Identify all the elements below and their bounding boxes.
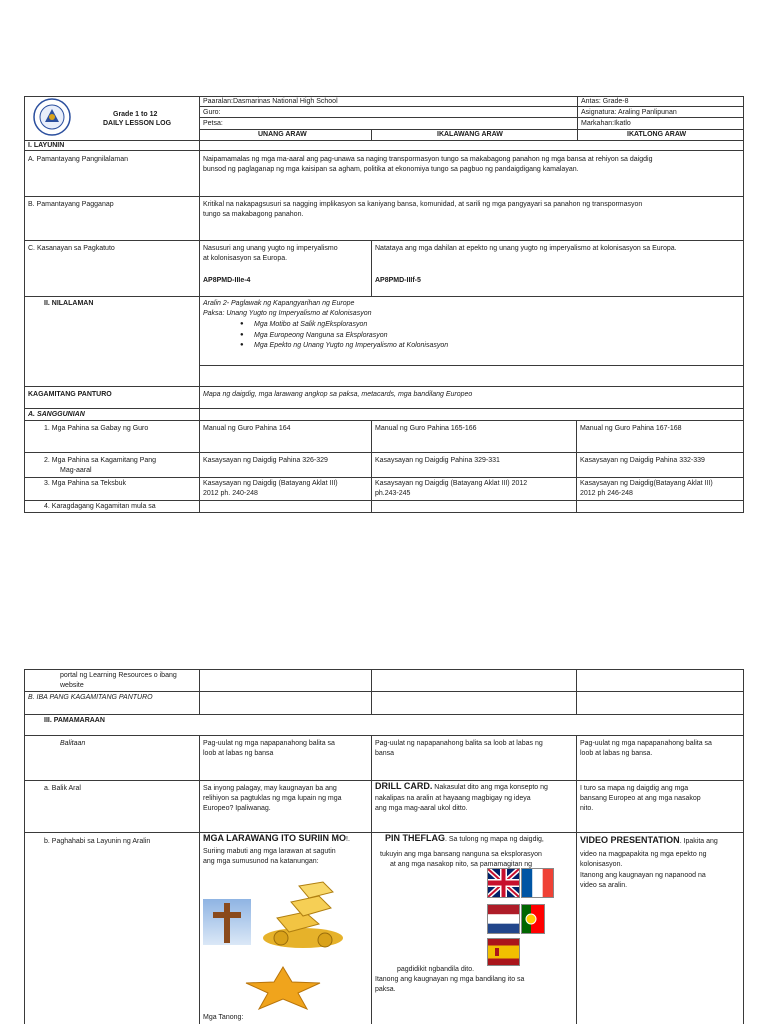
kagamitang-mag-aaral-day2: Kasaysayan ng Daigdig Pahina 329-331 [375, 457, 500, 464]
video-line-4: Itanong ang kaugnayan ng napanood na [580, 872, 706, 879]
teksbuk-day3-1: Kasaysayan ng Daigdig(Batayang Aklat III) [580, 480, 713, 487]
bullet-item: ● Mga Europeong Nanguna sa Eksplorasyon [238, 331, 448, 341]
kasanayan-day2: Natataya ang mga dahilan at epekto ng unang yugto ng imperyalismo at kolonisasyon sa Europa. [375, 245, 677, 252]
teksbuk-day3-2: 2012 ph 246-248 [580, 490, 633, 497]
nilalaman-heading: II. NILALAMAN [44, 300, 94, 307]
paksa-title: Paksa: Unang Yugto ng Imperyalismo at Kolonisasyon [203, 310, 372, 317]
pin-flag-title: PIN THEFLAG [385, 833, 445, 843]
antas-field: Antas: Grade-8 [581, 98, 629, 105]
balitaan-day1-1: Pag-uulat ng mga napapanahong balita sa [203, 740, 335, 747]
pamamaraan-heading: III. PAMAMARAAN [44, 717, 105, 724]
kasanayan-label: C. Kasanayan sa Pagkatuto [28, 245, 115, 252]
deped-logo [33, 98, 71, 136]
video-text: . Ipakita ang [679, 838, 718, 845]
gold-bars-image [259, 878, 347, 950]
drill-card-title: DRILL CARD. [375, 781, 433, 791]
spain-flag-icon [487, 938, 520, 966]
balik-aral-day1-3: Europeo? Ipaliwanag. [203, 805, 271, 812]
pamantayang-pagganap-text-1: Kritikal na nakapagsusuri sa nagging implikasyon sa kaniyang bansa, komunidad, at sarili ng mga pangyayari sa panahon ng transpormasyon [203, 201, 643, 208]
paaralan-field: Paaralan:Dasmarinas National High School [203, 98, 338, 105]
larawan-title: MGA LARAWANG ITO SURIIN MO [203, 833, 346, 843]
gabay-guro-label: 1. Mga Pahina sa Gabay ng Guro [44, 425, 149, 432]
pin-flag-text: . Sa tulong ng mapa ng daigdig, [445, 836, 544, 843]
sanggunian-heading: A. SANGGUNIAN [28, 411, 85, 418]
markahan-field: Markahan:Ikatlo [581, 120, 631, 127]
balik-aral-day3-1: I turo sa mapa ng daigdig ang mga [580, 785, 689, 792]
teksbuk-day2-1: Kasaysayan ng Daigdig (Batayang Aklat III) 2012 [375, 480, 528, 487]
balitaan-label: Balitaan [60, 740, 86, 747]
portal-label-2: website [60, 682, 84, 689]
drill-card-line-3: ang mga mag-aaral ukol ditto. [375, 805, 468, 812]
kagamitang-mag-aaral-day1: Kasaysayan ng Daigdig Pahina 326-329 [203, 457, 328, 464]
balitaan-day3-2: loob at labas ng bansa. [580, 750, 653, 757]
teksbuk-day2-2: ph.243-245 [375, 490, 411, 497]
guro-field: Guro: [203, 109, 221, 116]
kagamitan-text: Mapa ng daigdig, mga larawang angkop sa paksa, metacards, mga bandilang Europeo [203, 391, 473, 398]
kasanayan-day1-2: at kolonisasyon sa Europa. [203, 255, 288, 262]
teksbuk-day1-1: Kasaysayan ng Daigdig (Batayang Aklat III) [203, 480, 338, 487]
teksbuk-label: 3. Mga Pahina sa Teksbuk [44, 480, 126, 487]
day1-header: UNANG ARAW [258, 131, 307, 138]
video-line-5: video sa aralin. [580, 882, 628, 889]
kagamitan-label: KAGAMITANG PANTURO [28, 391, 112, 398]
balik-aral-label: a. Balik Aral [44, 785, 81, 792]
pamantayang-pagganap-text-2: tungo sa makabagong panahon. [203, 211, 304, 218]
paghahabi-label: b. Paghahabi sa Layunin ng Aralin [44, 838, 151, 845]
uk-flag-icon [487, 868, 520, 898]
video-line-2: video na magpapakita ng mga epekto ng [580, 851, 707, 858]
balik-aral-day3-2: bansang Europeo at ang mga nasakop [580, 795, 701, 802]
pin-flag-line-4: pagdidikit ngbandila dito. [397, 966, 475, 973]
gabay-guro-day3: Manual ng Guro Pahina 167-168 [580, 425, 682, 432]
video-title: VIDEO PRESENTATION [580, 835, 680, 845]
teksbuk-day1-2: 2012 ph. 240-248 [203, 490, 258, 497]
portal-label-1: portal ng Learning Resources o ibang [60, 672, 177, 679]
gabay-guro-day1: Manual ng Guro Pahina 164 [203, 425, 291, 432]
nilalaman-bullet-list [238, 320, 448, 351]
kasanayan-day1-1: Nasusuri ang unang yugto ng imperyalismo [203, 245, 338, 252]
pin-flag-line-5: Itanong ang kaugnayan ng mga bandilang ito sa [375, 976, 525, 983]
star-image [244, 966, 322, 1010]
balitaan-day1-2: loob at labas ng bansa [203, 750, 274, 757]
france-flag-icon [521, 868, 554, 898]
petsa-field: Petsa: [203, 120, 223, 127]
iba-pang-kagamitan-label: B. IBA PANG KAGAMITANG PANTURO [28, 694, 153, 701]
pin-flag-line-1 [385, 834, 544, 845]
grade-label: Grade 1 to 12 [113, 111, 158, 118]
balitaan-day3-1: Pag-uulat ng mga napapanahong balita sa [580, 740, 712, 747]
layunin-heading: I. LAYUNIN [28, 142, 65, 149]
drill-card-text: Nakasulat dito ang mga konsepto ng [432, 784, 548, 791]
kagamitang-mag-aaral-label-2: Mag-aaral [60, 467, 92, 474]
pin-flag-line-3: at ang mga nasakop nito, sa pamamagitan ng [390, 861, 533, 868]
kagamitang-mag-aaral-day3: Kasaysayan ng Daigdig Pahina 332-339 [580, 457, 705, 464]
pin-flag-line-2: tukuyin ang mga bansang nanguna sa eksplorasyon [380, 851, 542, 858]
balik-aral-day3-3: nito. [580, 805, 594, 812]
cross-image [203, 899, 251, 945]
mga-tanong-label: Mga Tanong: [203, 1014, 244, 1021]
balitaan-day2-2: bansa [375, 750, 395, 757]
kasanayan-day1-code: AP8PMD-IIIe-4 [203, 277, 251, 284]
pin-flag-line-6: paksa. [375, 986, 396, 993]
gabay-guro-day2: Manual ng Guro Pahina 165-166 [375, 425, 477, 432]
kasanayan-day2-code: AP8PMD-IIIf-5 [375, 277, 421, 284]
balik-aral-day1-1: Sa inyong palagay, may kaugnayan ba ang [203, 785, 337, 792]
karagdagang-kagamitan-label: 4. Karagdagang Kagamitan mula sa [44, 503, 156, 510]
balitaan-day2-1: Pag-uulat ng napapanahong balita sa loob at labas ng [375, 740, 543, 747]
video-line-1 [580, 836, 718, 847]
balik-aral-day1-2: relihiyon sa pagtuklas ng mga lupain ng mga [203, 795, 342, 802]
larawan-instruction-1: Suriing mabuti ang mga larawan at sagutin [203, 848, 336, 855]
drill-card-line-1 [375, 782, 548, 793]
kagamitang-mag-aaral-label-1: 2. Mga Pahina sa Kagamitang Pang [44, 457, 157, 464]
pamantayang-pangnilalaman-text-1: Naipamamalas ng mga ma-aaral ang pag-unawa sa naging transpormasyon tungo sa makabagong panahon ng mga bansa at rehiyon sa daigdig [203, 156, 653, 163]
larawan-title-end: !. [346, 836, 350, 843]
pamantayang-pangnilalaman-text-2: bunsod ng paglaganap ng mga kaisipan sa agham, politika at ekonomiya tungo sa pagbuo ng pandaigdigang kamalayan. [203, 166, 579, 173]
larawan-instruction-2: ang mga sumusunod na katanungan: [203, 858, 319, 865]
aralin-title: Aralin 2- Paglawak ng Kapangyarihan ng Europe [203, 300, 355, 307]
video-line-3: kolonisasyon. [580, 861, 623, 868]
pamantayang-pangnilalaman-label: A. Pamantayang Pangnilalaman [28, 156, 129, 163]
drill-card-line-2: nakalipas na aralin at hayaang magbigay ng ideya [375, 795, 531, 802]
netherlands-flag-icon [487, 904, 520, 934]
pamantayang-pagganap-label: B. Pamantayang Pagganap [28, 201, 114, 208]
bullet-item: ● Mga Epekto ng Unang Yugto ng Imperyalismo at Kolonisasyon [238, 341, 448, 351]
day2-header: IKALAWANG ARAW [437, 131, 503, 138]
day3-header: IKATLONG ARAW [627, 131, 687, 138]
larawan-title-line [203, 834, 350, 845]
portugal-flag-icon [521, 904, 545, 934]
bullet-item: ● Mga Motibo at Salik ngEksplorasyon [238, 320, 448, 330]
asignatura-field: Asignatura: Araling Panlipunan [581, 109, 677, 116]
log-title: DAILY LESSON LOG [103, 120, 172, 127]
